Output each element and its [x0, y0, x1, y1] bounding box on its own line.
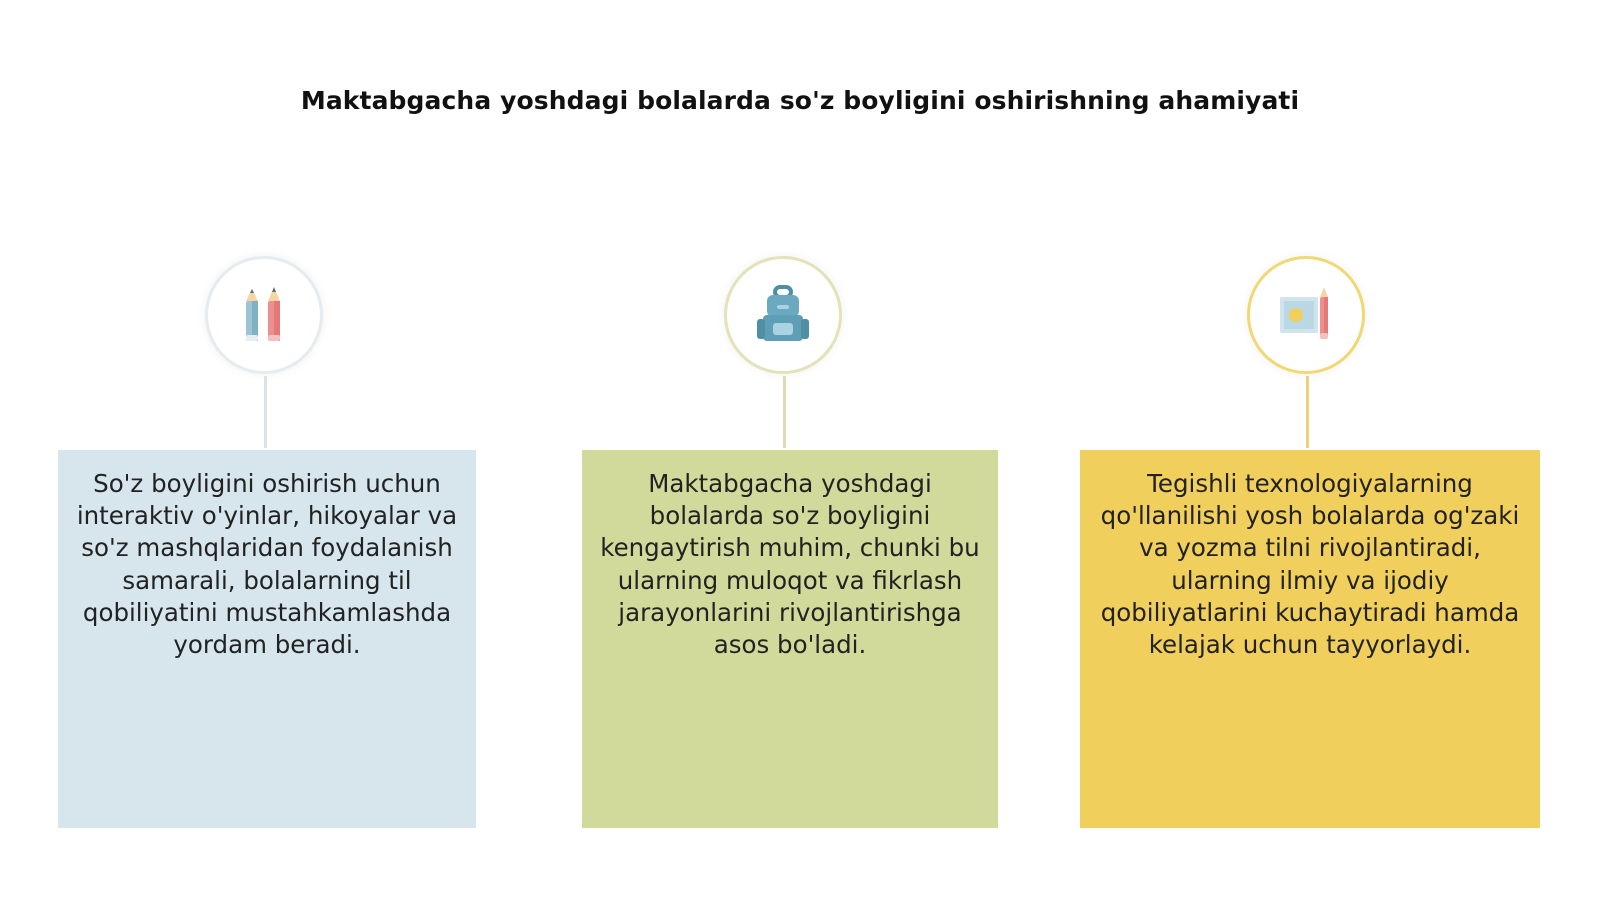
info-card-text-1: So'z boyligini oshirish uchun interaktiv o'yinlar, hikoyalar va so'z mashqlaridan foydalanish samarali, bolalarning til qobiliyatini mustahkamlashda yordam beradi.: [76, 469, 458, 660]
icon-circle-1: [205, 256, 323, 374]
info-card-text-2: Maktabgacha yoshdagi bolalarda so'z boyligini kengaytirish muhim, chunki bu ularning muloqot va fikrlash jarayonlarini rivojlantirishga asos bo'ladi.: [600, 469, 980, 660]
info-card-3: [1080, 450, 1540, 828]
connector-line-3: [1306, 376, 1309, 448]
page-title: Maktabgacha yoshdagi bolalarda so'z boyligini oshirishning ahamiyati: [300, 86, 1300, 115]
connector-line-1: [264, 376, 267, 448]
info-card-1: [58, 450, 476, 828]
drawing-board-icon: [1274, 283, 1338, 347]
icon-circle-2: [724, 256, 842, 374]
info-card-2: [582, 450, 998, 828]
info-card-text-3: Tegishli texnologiyalarning qo'llanilishi yosh bolalarda og'zaki va yozma tilni rivojlantiradi, ularning ilmiy va ijodiy qobiliyatlarini kuchaytiradi hamda kelajak uchun tayyorlaydi.: [1100, 469, 1520, 660]
connector-line-2: [783, 376, 786, 448]
pencils-icon: [234, 283, 294, 347]
icon-circle-3: [1247, 256, 1365, 374]
backpack-icon: [751, 283, 815, 347]
